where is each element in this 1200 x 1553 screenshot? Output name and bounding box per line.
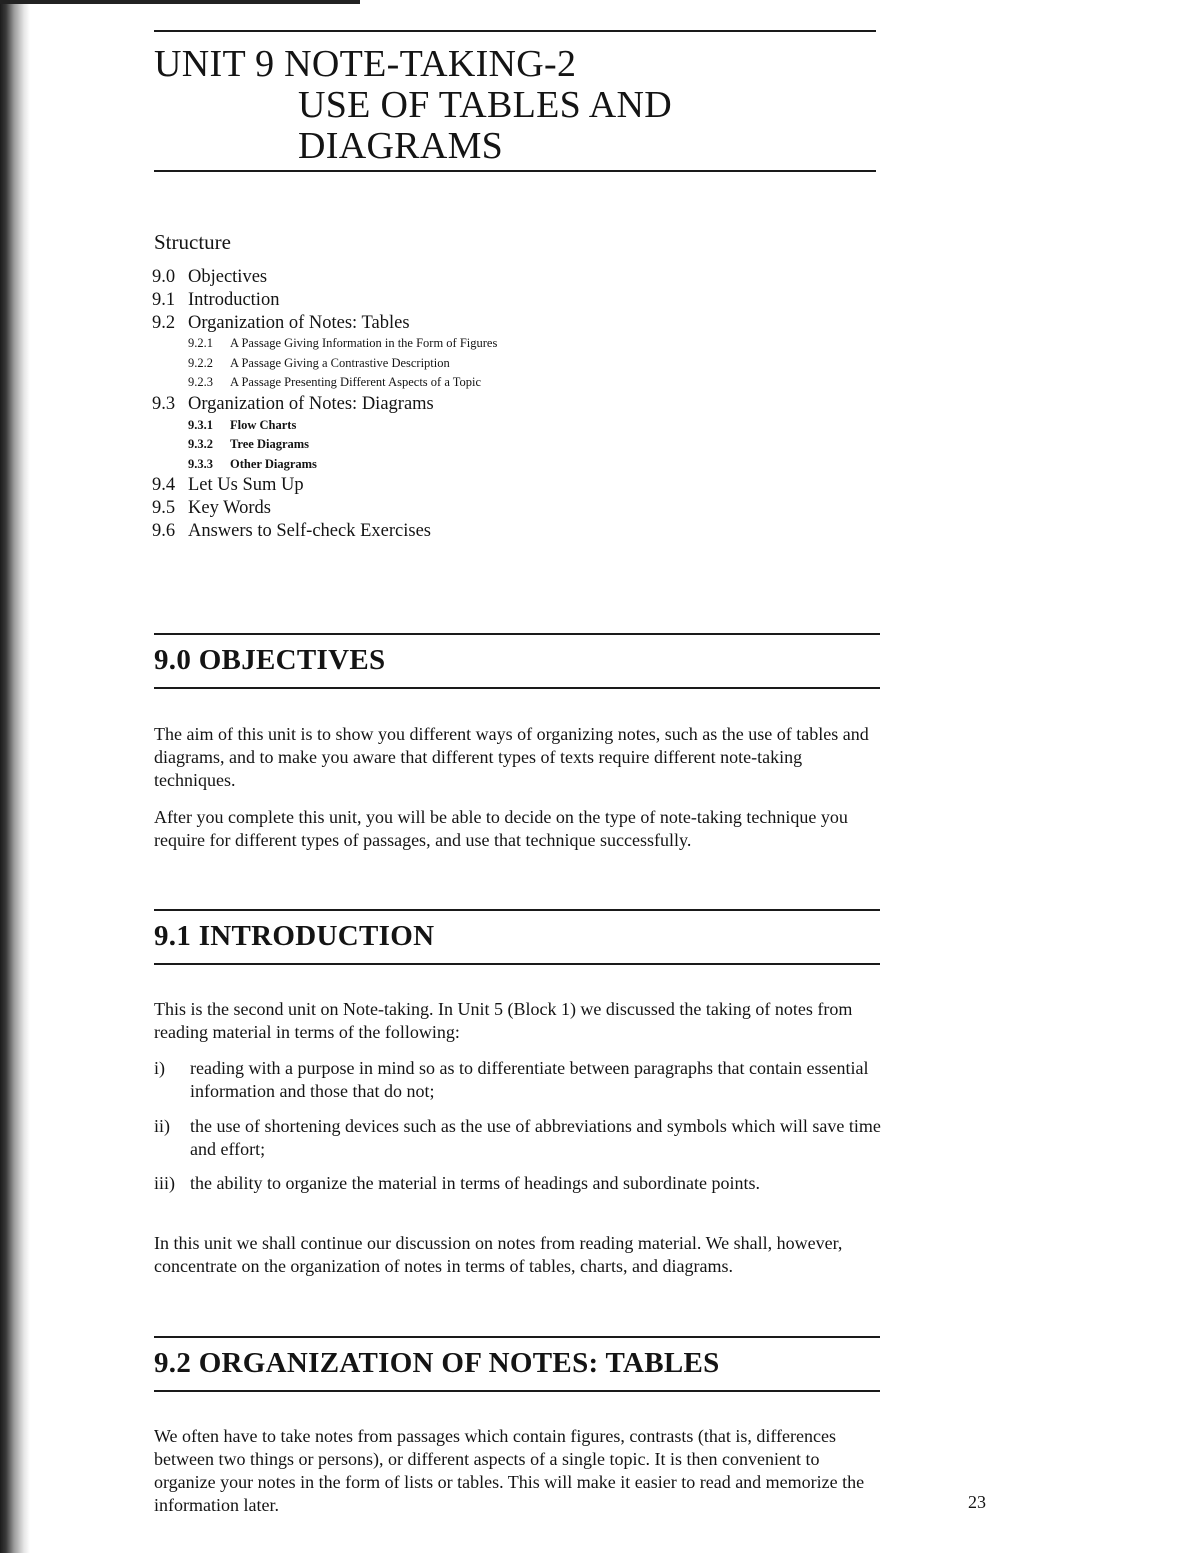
objectives-top-rule [154, 633, 880, 635]
scan-top-edge [0, 0, 360, 4]
unit-title-line-2: USE OF TABLES AND [298, 84, 673, 126]
toc-number: 9.3.3 [188, 456, 213, 471]
scan-binding-edge [0, 0, 30, 1553]
toc-number: 9.3.1 [188, 417, 213, 432]
toc-label: Flow Charts [230, 417, 297, 432]
toc-number: 9.2 [152, 312, 176, 333]
toc-label: Let Us Sum Up [188, 475, 304, 496]
list-text: reading with a purpose in mind so as to differentiate between paragraphs that contain essential information and those that do not; [190, 1058, 869, 1101]
toc-item-9-3-1 [152, 416, 497, 436]
toc-label: Key Words [188, 497, 271, 518]
introduction-top-rule [154, 909, 880, 911]
toc-item-9-4 [152, 474, 497, 497]
toc-item-9-2-2 [152, 354, 497, 374]
toc-item-9-3-2 [152, 435, 497, 455]
toc-label: Other Diagrams [230, 456, 317, 471]
toc-label: Introduction [188, 289, 280, 310]
toc-number: 9.2.3 [188, 375, 213, 390]
title-bottom-rule [154, 170, 876, 172]
toc-item-9-1 [152, 289, 497, 312]
list-text: the ability to organize the material in terms of headings and subordinate points. [190, 1173, 761, 1193]
introduction-heading: 9.1 INTRODUCTION [154, 920, 435, 952]
toc-number: 9.2.1 [188, 336, 213, 351]
objectives-paragraph-2: After you complete this unit, you will be able to decide on the type of note-taking technique you require for different types of passages, and use that technique successfully. [154, 807, 848, 850]
toc-item-9-5 [152, 497, 497, 520]
tables-bottom-rule [154, 1390, 880, 1392]
toc-label: Tree Diagrams [230, 437, 310, 452]
toc-label: Organization of Notes: Diagrams [188, 393, 434, 414]
toc-item-9-3-3 [152, 455, 497, 475]
introduction-bottom-rule [154, 963, 880, 965]
toc-item-9-0 [152, 266, 497, 289]
toc-number: 9.6 [152, 520, 176, 541]
toc-number: 9.4 [152, 475, 176, 496]
list-item [154, 1057, 884, 1103]
toc-label: Organization of Notes: Tables [188, 312, 410, 333]
list-item [154, 1115, 884, 1161]
toc-number: 9.1 [152, 289, 176, 310]
toc-number: 9.0 [152, 267, 176, 287]
toc-label: Answers to Self-check Exercises [188, 520, 431, 541]
toc-label: Objectives [188, 267, 268, 287]
toc-number: 9.3 [152, 393, 176, 414]
toc-label: A Passage Presenting Different Aspects of a Topic [230, 375, 482, 390]
toc-number: 9.5 [152, 497, 176, 518]
title-top-rule [154, 30, 876, 32]
objectives-bottom-rule [154, 687, 880, 689]
toc-item-9-3 [152, 393, 497, 416]
list-item [154, 1172, 884, 1195]
introduction-paragraph-1: This is the second unit on Note-taking. In Unit 5 (Block 1) we discussed the taking of notes from reading material in terms of the following: [154, 999, 853, 1042]
unit-title-line-3: DIAGRAMS [298, 125, 504, 167]
tables-paragraph-1: We often have to take notes from passages which contain figures, contrasts (that is, differences between two things or persons), or different aspects of a single topic. It is then convenient to organize your notes in the form of lists or tables. This will make it easier to read and memorize the information later. [154, 1426, 865, 1515]
list-marker: ii) [154, 1116, 170, 1136]
toc-item-9-6 [152, 520, 497, 543]
toc-item-9-2 [152, 312, 497, 335]
toc-item-9-2-3 [152, 373, 497, 393]
toc-number: 9.2.2 [188, 355, 213, 370]
structure-heading: Structure [154, 230, 231, 254]
objectives-paragraph-1: The aim of this unit is to show you different ways of organizing notes, such as the use of tables and diagrams, and to make you aware that different types of texts require different note-taking techniques. [154, 724, 869, 790]
toc-item-9-2-1 [152, 334, 497, 354]
toc-label: A Passage Giving a Contrastive Description [230, 355, 450, 370]
list-marker: i) [154, 1058, 165, 1078]
structure-list [152, 266, 497, 543]
page-number: 23 [968, 1492, 986, 1512]
unit-title-line-1: UNIT 9 NOTE-TAKING-2 [154, 43, 577, 85]
unit-title [154, 44, 672, 167]
toc-label: A Passage Giving Information in the Form of Figures [230, 336, 498, 351]
toc-number: 9.3.2 [188, 437, 213, 452]
objectives-heading: 9.0 OBJECTIVES [154, 644, 386, 676]
list-text: the use of shortening devices such as the use of abbreviations and symbols which will save time and effort; [190, 1116, 881, 1159]
tables-heading: 9.2 ORGANIZATION OF NOTES: TABLES [154, 1347, 720, 1379]
tables-top-rule [154, 1336, 880, 1338]
introduction-paragraph-2: In this unit we shall continue our discussion on notes from reading material. We shall, however, concentrate on the organization of notes in terms of tables, charts, and diagrams. [154, 1233, 843, 1276]
list-marker: iii) [154, 1173, 175, 1193]
